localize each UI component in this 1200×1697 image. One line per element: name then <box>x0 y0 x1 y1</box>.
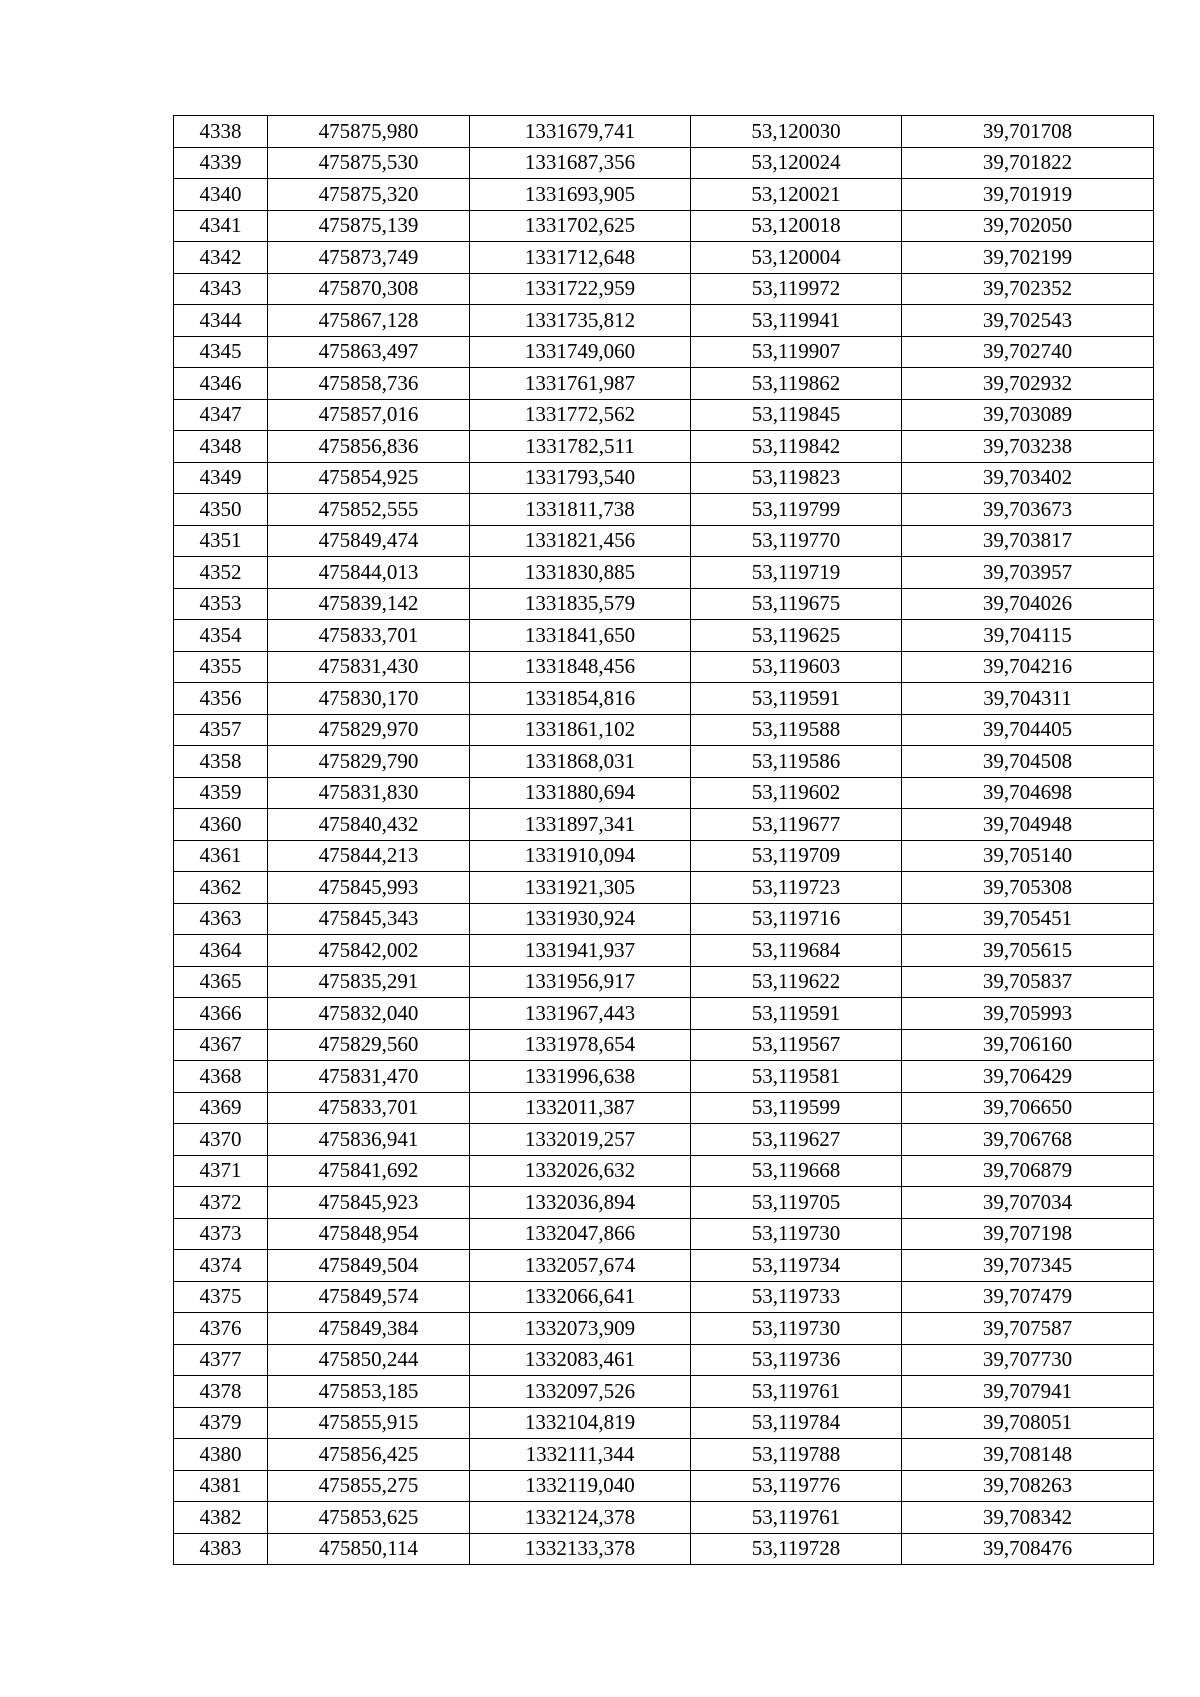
table-row <box>174 1092 1154 1124</box>
point-number-cell: 4346 <box>174 368 268 400</box>
longitude-cell: 39,703817 <box>902 525 1154 557</box>
latitude-cell: 53,119788 <box>691 1439 902 1471</box>
y-coordinate-cell: 1332036,894 <box>470 1187 691 1219</box>
latitude-cell: 53,119770 <box>691 525 902 557</box>
x-coordinate-cell: 475875,320 <box>268 179 470 211</box>
latitude-cell: 53,119586 <box>691 746 902 778</box>
point-number-cell: 4352 <box>174 557 268 589</box>
table-row <box>174 399 1154 431</box>
point-number-cell: 4358 <box>174 746 268 778</box>
x-coordinate-cell: 475844,213 <box>268 840 470 872</box>
y-coordinate-cell: 1331956,917 <box>470 966 691 998</box>
table-row <box>174 336 1154 368</box>
x-coordinate-cell: 475831,830 <box>268 777 470 809</box>
y-coordinate-cell: 1331996,638 <box>470 1061 691 1093</box>
table-row <box>174 651 1154 683</box>
table-row <box>174 1250 1154 1282</box>
latitude-cell: 53,119723 <box>691 872 902 904</box>
table-row <box>174 462 1154 494</box>
point-number-cell: 4377 <box>174 1344 268 1376</box>
point-number-cell: 4343 <box>174 273 268 305</box>
point-number-cell: 4355 <box>174 651 268 683</box>
point-number-cell: 4375 <box>174 1281 268 1313</box>
point-number-cell: 4359 <box>174 777 268 809</box>
point-number-cell: 4344 <box>174 305 268 337</box>
latitude-cell: 53,119972 <box>691 273 902 305</box>
longitude-cell: 39,701919 <box>902 179 1154 211</box>
latitude-cell: 53,119941 <box>691 305 902 337</box>
longitude-cell: 39,706650 <box>902 1092 1154 1124</box>
y-coordinate-cell: 1331978,654 <box>470 1029 691 1061</box>
point-number-cell: 4370 <box>174 1124 268 1156</box>
table-row <box>174 1313 1154 1345</box>
longitude-cell: 39,703402 <box>902 462 1154 494</box>
latitude-cell: 53,120024 <box>691 147 902 179</box>
table-row <box>174 1502 1154 1534</box>
x-coordinate-cell: 475833,701 <box>268 620 470 652</box>
y-coordinate-cell: 1332083,461 <box>470 1344 691 1376</box>
table-row <box>174 809 1154 841</box>
latitude-cell: 53,119677 <box>691 809 902 841</box>
longitude-cell: 39,703238 <box>902 431 1154 463</box>
longitude-cell: 39,708263 <box>902 1470 1154 1502</box>
point-number-cell: 4381 <box>174 1470 268 1502</box>
y-coordinate-cell: 1332124,378 <box>470 1502 691 1534</box>
x-coordinate-cell: 475849,504 <box>268 1250 470 1282</box>
table-row <box>174 935 1154 967</box>
longitude-cell: 39,705308 <box>902 872 1154 904</box>
point-number-cell: 4382 <box>174 1502 268 1534</box>
latitude-cell: 53,119761 <box>691 1502 902 1534</box>
point-number-cell: 4367 <box>174 1029 268 1061</box>
y-coordinate-cell: 1331811,738 <box>470 494 691 526</box>
table-row <box>174 557 1154 589</box>
latitude-cell: 53,119684 <box>691 935 902 967</box>
longitude-cell: 39,701708 <box>902 116 1154 148</box>
x-coordinate-cell: 475856,425 <box>268 1439 470 1471</box>
y-coordinate-cell: 1332011,387 <box>470 1092 691 1124</box>
y-coordinate-cell: 1332104,819 <box>470 1407 691 1439</box>
longitude-cell: 39,704405 <box>902 714 1154 746</box>
x-coordinate-cell: 475856,836 <box>268 431 470 463</box>
longitude-cell: 39,704115 <box>902 620 1154 652</box>
point-number-cell: 4368 <box>174 1061 268 1093</box>
point-number-cell: 4350 <box>174 494 268 526</box>
y-coordinate-cell: 1331712,648 <box>470 242 691 274</box>
point-number-cell: 4372 <box>174 1187 268 1219</box>
table-row <box>174 368 1154 400</box>
longitude-cell: 39,707198 <box>902 1218 1154 1250</box>
point-number-cell: 4347 <box>174 399 268 431</box>
x-coordinate-cell: 475829,970 <box>268 714 470 746</box>
table-row <box>174 620 1154 652</box>
x-coordinate-cell: 475844,013 <box>268 557 470 589</box>
point-number-cell: 4369 <box>174 1092 268 1124</box>
y-coordinate-cell: 1331821,456 <box>470 525 691 557</box>
point-number-cell: 4356 <box>174 683 268 715</box>
point-number-cell: 4340 <box>174 179 268 211</box>
point-number-cell: 4362 <box>174 872 268 904</box>
longitude-cell: 39,701822 <box>902 147 1154 179</box>
latitude-cell: 53,119622 <box>691 966 902 998</box>
longitude-cell: 39,704698 <box>902 777 1154 809</box>
longitude-cell: 39,707587 <box>902 1313 1154 1345</box>
x-coordinate-cell: 475829,560 <box>268 1029 470 1061</box>
longitude-cell: 39,706768 <box>902 1124 1154 1156</box>
longitude-cell: 39,704508 <box>902 746 1154 778</box>
longitude-cell: 39,703957 <box>902 557 1154 589</box>
x-coordinate-cell: 475845,993 <box>268 872 470 904</box>
x-coordinate-cell: 475849,474 <box>268 525 470 557</box>
table-row <box>174 1407 1154 1439</box>
latitude-cell: 53,119734 <box>691 1250 902 1282</box>
longitude-cell: 39,706160 <box>902 1029 1154 1061</box>
y-coordinate-cell: 1331749,060 <box>470 336 691 368</box>
longitude-cell: 39,704216 <box>902 651 1154 683</box>
x-coordinate-cell: 475850,244 <box>268 1344 470 1376</box>
latitude-cell: 53,120021 <box>691 179 902 211</box>
point-number-cell: 4351 <box>174 525 268 557</box>
point-number-cell: 4363 <box>174 903 268 935</box>
longitude-cell: 39,702932 <box>902 368 1154 400</box>
y-coordinate-cell: 1332073,909 <box>470 1313 691 1345</box>
table-row <box>174 1218 1154 1250</box>
table-row <box>174 1533 1154 1565</box>
latitude-cell: 53,119862 <box>691 368 902 400</box>
latitude-cell: 53,119730 <box>691 1218 902 1250</box>
table-row <box>174 431 1154 463</box>
latitude-cell: 53,119668 <box>691 1155 902 1187</box>
y-coordinate-cell: 1331722,959 <box>470 273 691 305</box>
x-coordinate-cell: 475854,925 <box>268 462 470 494</box>
y-coordinate-cell: 1331941,937 <box>470 935 691 967</box>
latitude-cell: 53,120030 <box>691 116 902 148</box>
longitude-cell: 39,705451 <box>902 903 1154 935</box>
longitude-cell: 39,705837 <box>902 966 1154 998</box>
table-row <box>174 1029 1154 1061</box>
x-coordinate-cell: 475875,530 <box>268 147 470 179</box>
longitude-cell: 39,704026 <box>902 588 1154 620</box>
table-row <box>174 116 1154 148</box>
latitude-cell: 53,119799 <box>691 494 902 526</box>
table-row <box>174 966 1154 998</box>
x-coordinate-cell: 475863,497 <box>268 336 470 368</box>
x-coordinate-cell: 475855,915 <box>268 1407 470 1439</box>
y-coordinate-cell: 1331835,579 <box>470 588 691 620</box>
x-coordinate-cell: 475842,002 <box>268 935 470 967</box>
table-row <box>174 714 1154 746</box>
point-number-cell: 4364 <box>174 935 268 967</box>
latitude-cell: 53,119845 <box>691 399 902 431</box>
table-row <box>174 872 1154 904</box>
longitude-cell: 39,703673 <box>902 494 1154 526</box>
table-row <box>174 305 1154 337</box>
latitude-cell: 53,119591 <box>691 683 902 715</box>
table-row <box>174 1124 1154 1156</box>
x-coordinate-cell: 475858,736 <box>268 368 470 400</box>
y-coordinate-cell: 1331679,741 <box>470 116 691 148</box>
point-number-cell: 4357 <box>174 714 268 746</box>
point-number-cell: 4380 <box>174 1439 268 1471</box>
latitude-cell: 53,119784 <box>691 1407 902 1439</box>
point-number-cell: 4348 <box>174 431 268 463</box>
longitude-cell: 39,705993 <box>902 998 1154 1030</box>
y-coordinate-cell: 1332097,526 <box>470 1376 691 1408</box>
longitude-cell: 39,706429 <box>902 1061 1154 1093</box>
point-number-cell: 4349 <box>174 462 268 494</box>
table-row <box>174 525 1154 557</box>
table-row <box>174 588 1154 620</box>
y-coordinate-cell: 1331848,456 <box>470 651 691 683</box>
x-coordinate-cell: 475832,040 <box>268 998 470 1030</box>
y-coordinate-cell: 1332047,866 <box>470 1218 691 1250</box>
longitude-cell: 39,706879 <box>902 1155 1154 1187</box>
coordinates-table <box>173 115 1154 1565</box>
table-row <box>174 1155 1154 1187</box>
y-coordinate-cell: 1331735,812 <box>470 305 691 337</box>
point-number-cell: 4345 <box>174 336 268 368</box>
longitude-cell: 39,705140 <box>902 840 1154 872</box>
x-coordinate-cell: 475845,343 <box>268 903 470 935</box>
coordinates-table-body <box>174 116 1154 1565</box>
point-number-cell: 4360 <box>174 809 268 841</box>
point-number-cell: 4338 <box>174 116 268 148</box>
x-coordinate-cell: 475829,790 <box>268 746 470 778</box>
y-coordinate-cell: 1332066,641 <box>470 1281 691 1313</box>
longitude-cell: 39,702543 <box>902 305 1154 337</box>
table-row <box>174 210 1154 242</box>
latitude-cell: 53,119599 <box>691 1092 902 1124</box>
table-row <box>174 903 1154 935</box>
x-coordinate-cell: 475852,555 <box>268 494 470 526</box>
x-coordinate-cell: 475848,954 <box>268 1218 470 1250</box>
table-row <box>174 1281 1154 1313</box>
x-coordinate-cell: 475853,185 <box>268 1376 470 1408</box>
point-number-cell: 4378 <box>174 1376 268 1408</box>
latitude-cell: 53,119733 <box>691 1281 902 1313</box>
point-number-cell: 4339 <box>174 147 268 179</box>
y-coordinate-cell: 1331687,356 <box>470 147 691 179</box>
latitude-cell: 53,119823 <box>691 462 902 494</box>
latitude-cell: 53,119907 <box>691 336 902 368</box>
y-coordinate-cell: 1331921,305 <box>470 872 691 904</box>
x-coordinate-cell: 475875,139 <box>268 210 470 242</box>
point-number-cell: 4353 <box>174 588 268 620</box>
y-coordinate-cell: 1332057,674 <box>470 1250 691 1282</box>
y-coordinate-cell: 1331861,102 <box>470 714 691 746</box>
x-coordinate-cell: 475836,941 <box>268 1124 470 1156</box>
table-row <box>174 273 1154 305</box>
point-number-cell: 4366 <box>174 998 268 1030</box>
y-coordinate-cell: 1331830,885 <box>470 557 691 589</box>
x-coordinate-cell: 475857,016 <box>268 399 470 431</box>
longitude-cell: 39,707730 <box>902 1344 1154 1376</box>
longitude-cell: 39,708476 <box>902 1533 1154 1565</box>
y-coordinate-cell: 1331910,094 <box>470 840 691 872</box>
longitude-cell: 39,705615 <box>902 935 1154 967</box>
latitude-cell: 53,119716 <box>691 903 902 935</box>
longitude-cell: 39,707941 <box>902 1376 1154 1408</box>
y-coordinate-cell: 1331793,540 <box>470 462 691 494</box>
x-coordinate-cell: 475841,692 <box>268 1155 470 1187</box>
latitude-cell: 53,119842 <box>691 431 902 463</box>
latitude-cell: 53,119761 <box>691 1376 902 1408</box>
y-coordinate-cell: 1331897,341 <box>470 809 691 841</box>
table-row <box>174 494 1154 526</box>
longitude-cell: 39,704311 <box>902 683 1154 715</box>
y-coordinate-cell: 1332026,632 <box>470 1155 691 1187</box>
longitude-cell: 39,708342 <box>902 1502 1154 1534</box>
y-coordinate-cell: 1331772,562 <box>470 399 691 431</box>
table-row <box>174 1376 1154 1408</box>
x-coordinate-cell: 475849,574 <box>268 1281 470 1313</box>
y-coordinate-cell: 1331854,816 <box>470 683 691 715</box>
latitude-cell: 53,119705 <box>691 1187 902 1219</box>
x-coordinate-cell: 475850,114 <box>268 1533 470 1565</box>
y-coordinate-cell: 1331841,650 <box>470 620 691 652</box>
point-number-cell: 4341 <box>174 210 268 242</box>
point-number-cell: 4365 <box>174 966 268 998</box>
x-coordinate-cell: 475870,308 <box>268 273 470 305</box>
y-coordinate-cell: 1332133,378 <box>470 1533 691 1565</box>
x-coordinate-cell: 475867,128 <box>268 305 470 337</box>
longitude-cell: 39,707345 <box>902 1250 1154 1282</box>
longitude-cell: 39,702050 <box>902 210 1154 242</box>
x-coordinate-cell: 475833,701 <box>268 1092 470 1124</box>
point-number-cell: 4371 <box>174 1155 268 1187</box>
table-row <box>174 1187 1154 1219</box>
latitude-cell: 53,119719 <box>691 557 902 589</box>
latitude-cell: 53,119709 <box>691 840 902 872</box>
x-coordinate-cell: 475855,275 <box>268 1470 470 1502</box>
table-row <box>174 777 1154 809</box>
table-row <box>174 1470 1154 1502</box>
latitude-cell: 53,119567 <box>691 1029 902 1061</box>
longitude-cell: 39,708051 <box>902 1407 1154 1439</box>
latitude-cell: 53,119625 <box>691 620 902 652</box>
point-number-cell: 4376 <box>174 1313 268 1345</box>
table-row <box>174 998 1154 1030</box>
point-number-cell: 4383 <box>174 1533 268 1565</box>
x-coordinate-cell: 475831,470 <box>268 1061 470 1093</box>
longitude-cell: 39,704948 <box>902 809 1154 841</box>
x-coordinate-cell: 475840,432 <box>268 809 470 841</box>
table-row <box>174 746 1154 778</box>
y-coordinate-cell: 1332119,040 <box>470 1470 691 1502</box>
latitude-cell: 53,120018 <box>691 210 902 242</box>
latitude-cell: 53,119627 <box>691 1124 902 1156</box>
y-coordinate-cell: 1331693,905 <box>470 179 691 211</box>
longitude-cell: 39,707034 <box>902 1187 1154 1219</box>
x-coordinate-cell: 475835,291 <box>268 966 470 998</box>
longitude-cell: 39,708148 <box>902 1439 1154 1471</box>
table-row <box>174 1439 1154 1471</box>
point-number-cell: 4374 <box>174 1250 268 1282</box>
longitude-cell: 39,707479 <box>902 1281 1154 1313</box>
table-row <box>174 147 1154 179</box>
table-row <box>174 683 1154 715</box>
latitude-cell: 53,119730 <box>691 1313 902 1345</box>
table-row <box>174 242 1154 274</box>
y-coordinate-cell: 1331761,987 <box>470 368 691 400</box>
latitude-cell: 53,120004 <box>691 242 902 274</box>
longitude-cell: 39,702352 <box>902 273 1154 305</box>
x-coordinate-cell: 475845,923 <box>268 1187 470 1219</box>
point-number-cell: 4342 <box>174 242 268 274</box>
point-number-cell: 4361 <box>174 840 268 872</box>
y-coordinate-cell: 1331782,511 <box>470 431 691 463</box>
x-coordinate-cell: 475839,142 <box>268 588 470 620</box>
latitude-cell: 53,119728 <box>691 1533 902 1565</box>
latitude-cell: 53,119675 <box>691 588 902 620</box>
x-coordinate-cell: 475853,625 <box>268 1502 470 1534</box>
y-coordinate-cell: 1331880,694 <box>470 777 691 809</box>
y-coordinate-cell: 1331930,924 <box>470 903 691 935</box>
longitude-cell: 39,702740 <box>902 336 1154 368</box>
point-number-cell: 4373 <box>174 1218 268 1250</box>
y-coordinate-cell: 1331967,443 <box>470 998 691 1030</box>
y-coordinate-cell: 1331868,031 <box>470 746 691 778</box>
table-row <box>174 1061 1154 1093</box>
point-number-cell: 4354 <box>174 620 268 652</box>
latitude-cell: 53,119602 <box>691 777 902 809</box>
latitude-cell: 53,119581 <box>691 1061 902 1093</box>
y-coordinate-cell: 1332111,344 <box>470 1439 691 1471</box>
latitude-cell: 53,119776 <box>691 1470 902 1502</box>
point-number-cell: 4379 <box>174 1407 268 1439</box>
table-row <box>174 1344 1154 1376</box>
table-row <box>174 840 1154 872</box>
longitude-cell: 39,702199 <box>902 242 1154 274</box>
x-coordinate-cell: 475849,384 <box>268 1313 470 1345</box>
longitude-cell: 39,703089 <box>902 399 1154 431</box>
x-coordinate-cell: 475831,430 <box>268 651 470 683</box>
table-row <box>174 179 1154 211</box>
x-coordinate-cell: 475875,980 <box>268 116 470 148</box>
y-coordinate-cell: 1331702,625 <box>470 210 691 242</box>
y-coordinate-cell: 1332019,257 <box>470 1124 691 1156</box>
x-coordinate-cell: 475873,749 <box>268 242 470 274</box>
latitude-cell: 53,119736 <box>691 1344 902 1376</box>
latitude-cell: 53,119588 <box>691 714 902 746</box>
x-coordinate-cell: 475830,170 <box>268 683 470 715</box>
latitude-cell: 53,119591 <box>691 998 902 1030</box>
latitude-cell: 53,119603 <box>691 651 902 683</box>
